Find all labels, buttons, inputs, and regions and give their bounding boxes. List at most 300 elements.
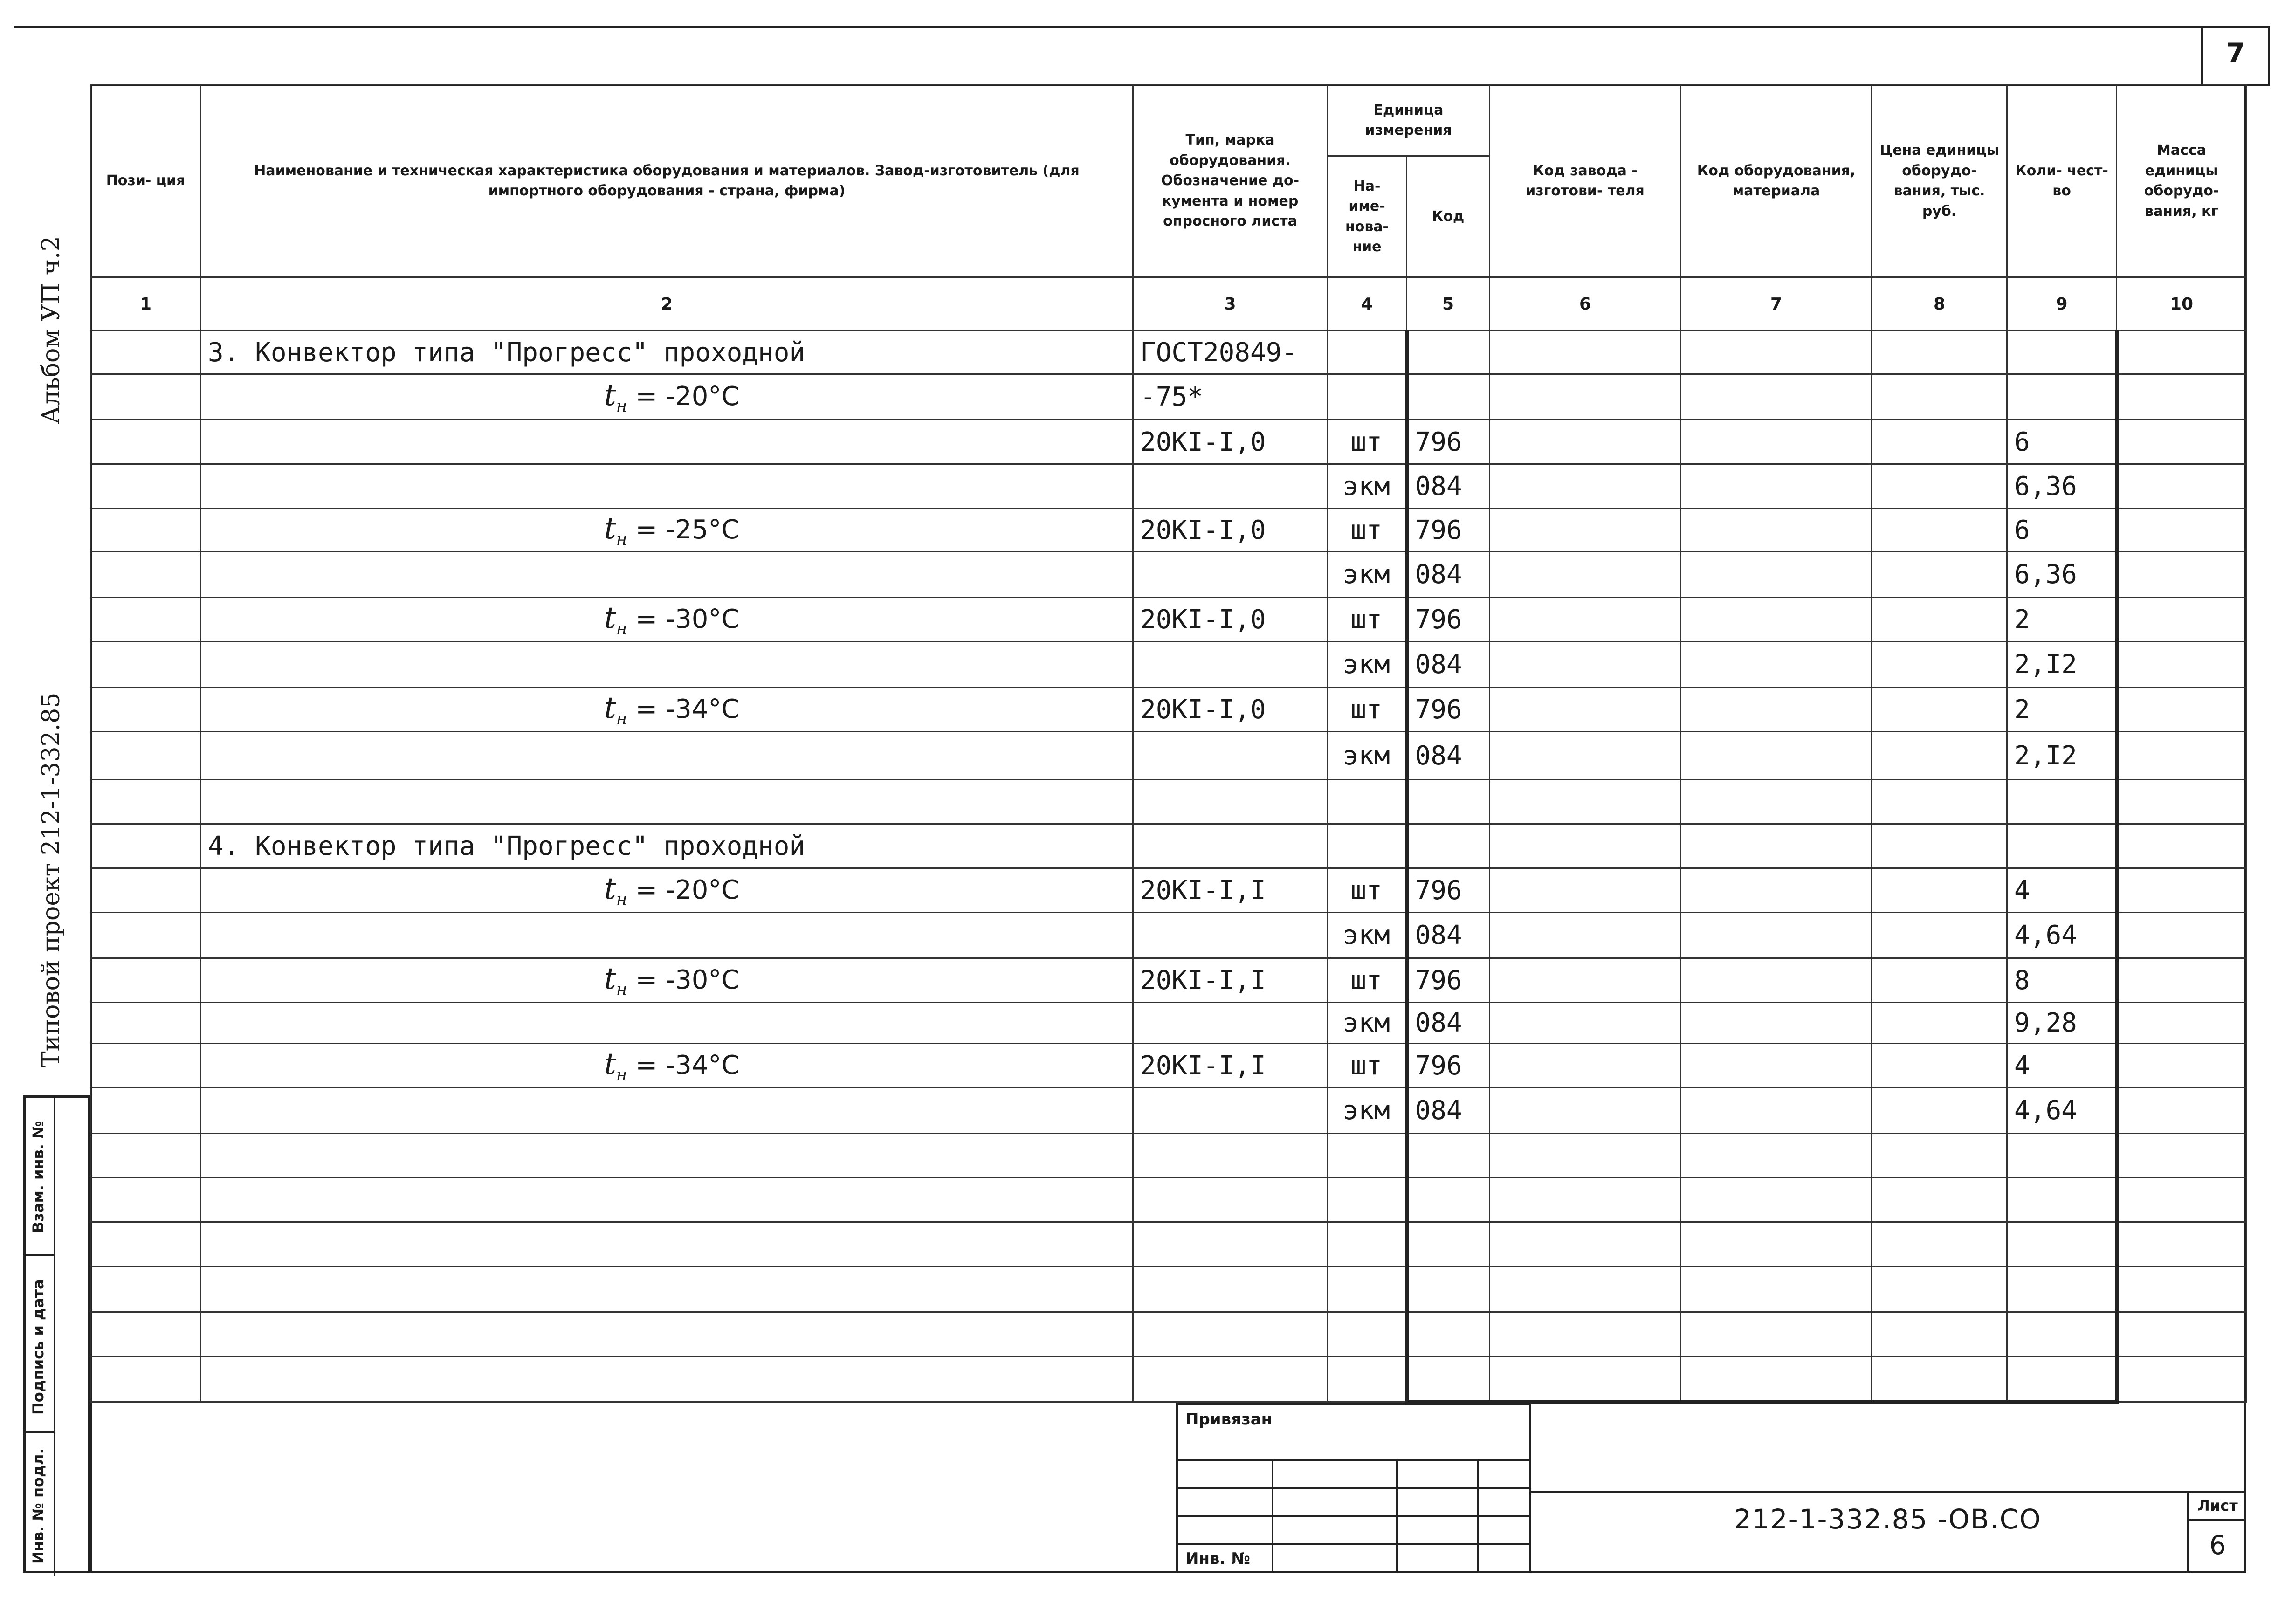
cell-quantity: 6,36 [2007, 552, 2117, 598]
table-row [91, 688, 2247, 732]
top-border [14, 26, 2270, 28]
cell-type: 20КI-I,0 [1133, 598, 1328, 642]
header-position: Пози- ция [91, 85, 201, 277]
cell-type [1133, 1266, 1328, 1312]
cell-price [1872, 509, 2007, 552]
cell-quantity [2007, 331, 2117, 374]
cell-factory-code [1490, 1222, 1681, 1266]
cell-quantity [2007, 1178, 2117, 1222]
cell-name [201, 598, 1133, 642]
sheet-number-box [2201, 26, 2270, 86]
header-row [91, 85, 2247, 156]
cell-price [1872, 1088, 2007, 1134]
cell-name: 4. Конвектор типа "Прогресс" проходной [201, 824, 1133, 868]
cell-type: 20КI-I,0 [1133, 420, 1328, 464]
cell-position [91, 1178, 201, 1222]
cell-unit-name: экм [1328, 464, 1407, 509]
cell-type: 20КI-I,0 [1133, 688, 1328, 732]
cell-quantity: 9,28 [2007, 1003, 2117, 1044]
header-quantity: Коли- чест- во [2007, 85, 2117, 277]
cell-name [201, 642, 1133, 688]
cell-factory-code [1490, 464, 1681, 509]
cell-unit-name: шт [1328, 958, 1407, 1003]
stamp-strip [23, 1095, 90, 1573]
table-row [91, 1044, 2247, 1088]
cell-factory-code [1490, 824, 1681, 868]
cell-price [1872, 420, 2007, 464]
cell-price [1872, 1356, 2007, 1402]
cell-factory-code [1490, 509, 1681, 552]
cell-type [1133, 1178, 1328, 1222]
cell-unit-code: 084 [1407, 464, 1490, 509]
table-row [91, 509, 2247, 552]
cell-unit-code: 796 [1407, 509, 1490, 552]
cell-unit-code [1407, 374, 1490, 420]
cell-price [1872, 824, 2007, 868]
table-row [91, 1003, 2247, 1044]
cell-quantity [2007, 1356, 2117, 1402]
cell-mass [2117, 598, 2247, 642]
cell-name [201, 1088, 1133, 1134]
cell-equipment-code [1681, 1266, 1872, 1312]
cell-position [91, 1003, 201, 1044]
cell-unit-code: 796 [1407, 688, 1490, 732]
cell-mass [2117, 642, 2247, 688]
cell-unit-code: 084 [1407, 1003, 1490, 1044]
cell-unit-name [1328, 1266, 1407, 1312]
cell-mass [2117, 868, 2247, 913]
cell-type [1133, 552, 1328, 598]
cell-factory-code [1490, 1312, 1681, 1356]
cell-quantity: 2,I2 [2007, 732, 2117, 780]
header-name: Наименование и техническая характеристика оборудования и материалов. Завод-изготовитель (для импортного оборудования - страна, фирма) [201, 85, 1133, 277]
cell-factory-code [1490, 374, 1681, 420]
cell-mass [2117, 1003, 2247, 1044]
table-row [91, 464, 2247, 509]
cell-price [1872, 1044, 2007, 1088]
cell-unit-name [1328, 1134, 1407, 1178]
table-row [91, 642, 2247, 688]
table-row [91, 1312, 2247, 1356]
cell-quantity [2007, 1222, 2117, 1266]
cell-equipment-code [1681, 1003, 1872, 1044]
cell-unit-name: шт [1328, 598, 1407, 642]
cell-name [201, 1134, 1133, 1178]
col-number: 7 [1681, 277, 1872, 331]
binding-title: Привязан [1185, 1410, 1273, 1429]
cell-equipment-code [1681, 868, 1872, 913]
cell-quantity: 2,I2 [2007, 642, 2117, 688]
cell-unit-code [1407, 1356, 1490, 1402]
cell-unit-code: 796 [1407, 1044, 1490, 1088]
cell-factory-code [1490, 688, 1681, 732]
table-row [91, 1222, 2247, 1266]
temperature-label: $t_н = -30^\circ С$ [604, 600, 740, 639]
cell-unit-name [1328, 780, 1407, 824]
stamp-label-signature: Подпись и дата [29, 1279, 47, 1415]
cell-unit-name: экм [1328, 1088, 1407, 1134]
cell-factory-code [1490, 1003, 1681, 1044]
cell-type [1133, 824, 1328, 868]
header-mass: Масса единицы оборудо- вания, кг [2117, 85, 2247, 277]
cell-unit-code: 084 [1407, 913, 1490, 958]
cell-quantity: 8 [2007, 958, 2117, 1003]
cell-factory-code [1490, 331, 1681, 374]
cell-position [91, 1312, 201, 1356]
sheet-value: 6 [2209, 1530, 2226, 1561]
cell-unit-code [1407, 1312, 1490, 1356]
header-type: Тип, марка оборудования. Обозначение до- кумента и номер опросного листа [1133, 85, 1328, 277]
table-row [91, 1088, 2247, 1134]
cell-price [1872, 732, 2007, 780]
cell-mass [2117, 552, 2247, 598]
temperature-label: $t_н = -20^\circ С$ [604, 871, 740, 909]
cell-quantity: 6 [2007, 509, 2117, 552]
cell-equipment-code [1681, 642, 1872, 688]
cell-position [91, 732, 201, 780]
cell-equipment-code [1681, 420, 1872, 464]
cell-unit-code [1407, 1134, 1490, 1178]
cell-unit-name [1328, 1222, 1407, 1266]
cell-unit-name: шт [1328, 420, 1407, 464]
cell-type: 20КI-I,I [1133, 1044, 1328, 1088]
cell-price [1872, 958, 2007, 1003]
cell-name [201, 1222, 1133, 1266]
col-number: 5 [1407, 277, 1490, 331]
specification-table [90, 84, 2247, 1404]
cell-position [91, 824, 201, 868]
cell-quantity: 4,64 [2007, 913, 2117, 958]
cell-unit-name: шт [1328, 868, 1407, 913]
table-row [91, 1134, 2247, 1178]
cell-quantity: 2 [2007, 688, 2117, 732]
cell-mass [2117, 688, 2247, 732]
cell-mass [2117, 1088, 2247, 1134]
cell-type [1133, 913, 1328, 958]
cell-position [91, 958, 201, 1003]
cell-unit-name: экм [1328, 913, 1407, 958]
cell-type: 20КI-I,I [1133, 868, 1328, 913]
cell-equipment-code [1681, 732, 1872, 780]
cell-factory-code [1490, 780, 1681, 824]
cell-mass [2117, 1222, 2247, 1266]
temperature-label: $t_н = -34^\circ С$ [604, 690, 740, 729]
cell-factory-code [1490, 913, 1681, 958]
cell-unit-name: экм [1328, 1003, 1407, 1044]
cell-unit-code: 796 [1407, 420, 1490, 464]
cell-equipment-code [1681, 913, 1872, 958]
sheet-label: Лист [2189, 1497, 2246, 1521]
cell-equipment-code [1681, 464, 1872, 509]
cell-factory-code [1490, 1266, 1681, 1312]
cell-equipment-code [1681, 374, 1872, 420]
cell-unit-code [1407, 824, 1490, 868]
cell-equipment-code [1681, 552, 1872, 598]
cell-equipment-code [1681, 1356, 1872, 1402]
cell-quantity: 2 [2007, 598, 2117, 642]
cell-unit-code: 084 [1407, 732, 1490, 780]
cell-unit-name [1328, 1356, 1407, 1402]
cell-position [91, 1044, 201, 1088]
cell-price [1872, 464, 2007, 509]
table-row [91, 331, 2247, 374]
cell-factory-code [1490, 1356, 1681, 1402]
cell-name [201, 958, 1133, 1003]
column-number-row [91, 277, 2247, 331]
cell-mass [2117, 1044, 2247, 1088]
cell-factory-code [1490, 552, 1681, 598]
cell-factory-code [1490, 958, 1681, 1003]
cell-type: 20КI-I,0 [1133, 509, 1328, 552]
cell-type [1133, 732, 1328, 780]
cell-mass [2117, 1266, 2247, 1312]
cell-unit-code: 796 [1407, 958, 1490, 1003]
cell-name [201, 1003, 1133, 1044]
cell-type [1133, 780, 1328, 824]
table-row [91, 958, 2247, 1003]
cell-unit-name [1328, 1312, 1407, 1356]
cell-name [201, 509, 1133, 552]
cell-type [1133, 642, 1328, 688]
cell-name [201, 374, 1133, 420]
cell-factory-code [1490, 420, 1681, 464]
project-label: Типовой проект 212-1-332.85 [37, 692, 65, 1067]
table-row [91, 420, 2247, 464]
cell-type: 20КI-I,I [1133, 958, 1328, 1003]
cell-quantity [2007, 824, 2117, 868]
cell-type [1133, 1312, 1328, 1356]
stamp-label-replace: Взам. инв. № [29, 1121, 47, 1233]
cell-name [201, 732, 1133, 780]
cell-price [1872, 1312, 2007, 1356]
cell-equipment-code [1681, 824, 1872, 868]
cell-price [1872, 642, 2007, 688]
binding-block [1176, 1403, 1531, 1573]
table-row [91, 598, 2247, 642]
binding-inventory: Инв. № [1185, 1549, 1251, 1568]
cell-mass [2117, 420, 2247, 464]
cell-position [91, 420, 201, 464]
cell-quantity [2007, 1312, 2117, 1356]
table-row [91, 1178, 2247, 1222]
header-factory-code: Код завода - изготови- теля [1490, 85, 1681, 277]
cell-position [91, 1222, 201, 1266]
cell-mass [2117, 732, 2247, 780]
cell-name [201, 420, 1133, 464]
cell-quantity [2007, 1134, 2117, 1178]
cell-unit-code: 796 [1407, 868, 1490, 913]
cell-position [91, 374, 201, 420]
cell-position [91, 780, 201, 824]
cell-mass [2117, 913, 2247, 958]
cell-unit-name: шт [1328, 688, 1407, 732]
cell-type [1133, 464, 1328, 509]
table-row [91, 913, 2247, 958]
table-row [91, 1356, 2247, 1402]
table-row [91, 780, 2247, 824]
cell-position [91, 509, 201, 552]
cell-unit-name: шт [1328, 509, 1407, 552]
cell-unit-code: 796 [1407, 598, 1490, 642]
cell-price [1872, 552, 2007, 598]
cell-position [91, 913, 201, 958]
cell-unit-code [1407, 780, 1490, 824]
cell-name: 3. Конвектор типа "Прогресс" проходной [201, 331, 1133, 374]
col-number: 3 [1133, 277, 1328, 331]
sheet-box [2187, 1491, 2246, 1573]
cell-price [1872, 1003, 2007, 1044]
cell-position [91, 688, 201, 732]
col-number: 1 [91, 277, 201, 331]
cell-name [201, 552, 1133, 598]
cell-price [1872, 688, 2007, 732]
cell-factory-code [1490, 1134, 1681, 1178]
cell-price [1872, 374, 2007, 420]
cell-position [91, 1356, 201, 1402]
table-row [91, 374, 2247, 420]
cell-name [201, 1178, 1133, 1222]
album-label: Альбом УП ч.2 [37, 236, 65, 424]
cell-name [201, 868, 1133, 913]
cell-price [1872, 1266, 2007, 1312]
cell-price [1872, 913, 2007, 958]
cell-mass [2117, 824, 2247, 868]
table-row [91, 552, 2247, 598]
col-number: 8 [1872, 277, 2007, 331]
cell-unit-code [1407, 1222, 1490, 1266]
cell-price [1872, 1134, 2007, 1178]
cell-equipment-code [1681, 1044, 1872, 1088]
cell-position [91, 1266, 201, 1312]
cell-factory-code [1490, 1088, 1681, 1134]
cell-name [201, 464, 1133, 509]
cell-position [91, 552, 201, 598]
cell-position [91, 868, 201, 913]
cell-name [201, 1312, 1133, 1356]
table-row [91, 824, 2247, 868]
cell-type [1133, 1003, 1328, 1044]
cell-unit-name: шт [1328, 1044, 1407, 1088]
col-number: 4 [1328, 277, 1407, 331]
cell-price [1872, 1178, 2007, 1222]
cell-unit-code [1407, 331, 1490, 374]
cell-equipment-code [1681, 1088, 1872, 1134]
cell-unit-name: экм [1328, 642, 1407, 688]
cell-quantity [2007, 1266, 2117, 1312]
cell-equipment-code [1681, 958, 1872, 1003]
cell-equipment-code [1681, 688, 1872, 732]
cell-equipment-code [1681, 780, 1872, 824]
cell-mass [2117, 780, 2247, 824]
cell-price [1872, 1222, 2007, 1266]
col-number: 2 [201, 277, 1133, 331]
temperature-label: $t_н = -25^\circ С$ [604, 511, 740, 549]
header-price: Цена единицы оборудо- вания, тыс. руб. [1872, 85, 2007, 277]
cell-price [1872, 868, 2007, 913]
header-unit-code: Код [1407, 156, 1490, 277]
cell-equipment-code [1681, 1178, 1872, 1222]
cell-mass [2117, 374, 2247, 420]
cell-unit-name [1328, 374, 1407, 420]
cell-equipment-code [1681, 598, 1872, 642]
cell-unit-code: 084 [1407, 1088, 1490, 1134]
cell-name [201, 688, 1133, 732]
cell-type [1133, 1222, 1328, 1266]
cell-name [201, 1044, 1133, 1088]
temperature-label: $t_н = -34^\circ С$ [604, 1046, 740, 1085]
cell-name [201, 1266, 1133, 1312]
cell-equipment-code [1681, 331, 1872, 374]
cell-equipment-code [1681, 1312, 1872, 1356]
cell-mass [2117, 1178, 2247, 1222]
cell-quantity: 6 [2007, 420, 2117, 464]
cell-type [1133, 1356, 1328, 1402]
cell-quantity: 4 [2007, 868, 2117, 913]
cell-equipment-code [1681, 509, 1872, 552]
table-row [91, 1266, 2247, 1312]
title-block-line [1531, 1491, 2189, 1493]
cell-mass [2117, 331, 2247, 374]
col-number: 10 [2117, 277, 2247, 331]
cell-quantity [2007, 780, 2117, 824]
temperature-label: $t_н = -30^\circ С$ [604, 961, 740, 999]
cell-position [91, 331, 201, 374]
header-unit: Единица измерения [1328, 85, 1490, 156]
cell-mass [2117, 1134, 2247, 1178]
cell-position [91, 1134, 201, 1178]
cell-quantity: 4,64 [2007, 1088, 2117, 1134]
cell-quantity: 4 [2007, 1044, 2117, 1088]
cell-unit-name [1328, 824, 1407, 868]
cell-factory-code [1490, 642, 1681, 688]
cell-unit-code: 084 [1407, 642, 1490, 688]
cell-factory-code [1490, 868, 1681, 913]
cell-type: -75* [1133, 374, 1328, 420]
cell-position [91, 464, 201, 509]
cell-mass [2117, 464, 2247, 509]
col-number: 6 [1490, 277, 1681, 331]
temperature-label: $t_н = -20^\circ С$ [604, 378, 740, 416]
cell-price [1872, 331, 2007, 374]
table-row [91, 732, 2247, 780]
header-unit-name: На- име- нова- ние [1328, 156, 1407, 277]
cell-position [91, 642, 201, 688]
header-equipment-code: Код оборудования, материала [1681, 85, 1872, 277]
cell-mass [2117, 1356, 2247, 1402]
cell-factory-code [1490, 732, 1681, 780]
cell-name [201, 780, 1133, 824]
cell-unit-name [1328, 331, 1407, 374]
cell-name [201, 1356, 1133, 1402]
cell-unit-name [1328, 1178, 1407, 1222]
cell-position [91, 1088, 201, 1134]
stamp-label-original: Инв. № подл. [29, 1448, 47, 1564]
cell-mass [2117, 509, 2247, 552]
cell-factory-code [1490, 598, 1681, 642]
cell-quantity [2007, 374, 2117, 420]
cell-type: ГОСТ20849- [1133, 331, 1328, 374]
cell-quantity: 6,36 [2007, 464, 2117, 509]
cell-price [1872, 780, 2007, 824]
cell-name [201, 913, 1133, 958]
cell-mass [2117, 1312, 2247, 1356]
document-code: 212-1-332.85 -ОВ.СО [1734, 1503, 2042, 1535]
cell-factory-code [1490, 1044, 1681, 1088]
cell-equipment-code [1681, 1222, 1872, 1266]
cell-price [1872, 598, 2007, 642]
cell-mass [2117, 958, 2247, 1003]
cell-type [1133, 1134, 1328, 1178]
